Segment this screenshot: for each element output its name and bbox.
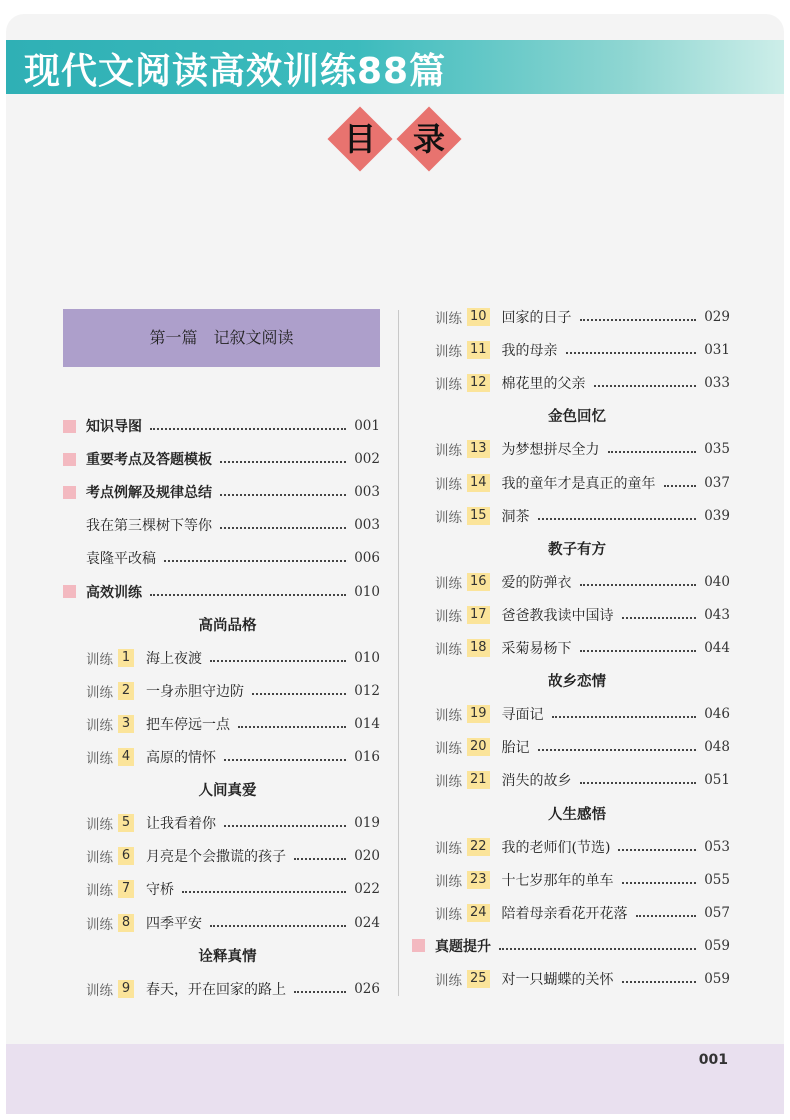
toc-entry-training[interactable] (86, 878, 380, 900)
toc-entry-title: 高效训练 (86, 584, 142, 601)
leader-dots (150, 594, 346, 596)
leader-dots (594, 385, 697, 387)
toc-entry-training[interactable] (86, 680, 380, 702)
leader-dots (164, 560, 346, 562)
section-header: 第一篇 记叙文阅读 (63, 309, 380, 367)
toc-page-number: 010 (354, 583, 380, 600)
training-number-badge: 17 (467, 606, 490, 624)
toc-subheading: 教子有方 (548, 541, 606, 558)
toc-entry-training[interactable] (435, 703, 730, 725)
training-prefix: 训练 (86, 982, 113, 999)
training-number-badge: 8 (118, 914, 134, 932)
leader-dots (499, 948, 696, 950)
toc-page-number: 059 (704, 971, 730, 987)
toc-entry-title: 知识导图 (86, 419, 142, 435)
leader-dots (664, 485, 697, 487)
toc-entry-training[interactable] (435, 736, 730, 758)
bullet-square-icon (63, 585, 76, 598)
toc-entry-main[interactable] (63, 581, 380, 603)
training-prefix: 训练 (435, 973, 462, 989)
toc-entry-training[interactable] (435, 339, 730, 361)
training-prefix: 训练 (435, 311, 462, 327)
toc-entry-title: 四季平安 (146, 915, 202, 932)
training-prefix: 训练 (435, 509, 462, 526)
toc-page-number: 053 (704, 838, 730, 855)
training-prefix: 训练 (435, 575, 462, 592)
training-number-badge: 16 (467, 573, 490, 591)
toc-entry-training[interactable] (435, 571, 730, 593)
toc-subheading: 金色回忆 (548, 409, 606, 426)
training-prefix: 训练 (86, 850, 113, 867)
toc-entry-title: 月亮是个会撒谎的孩子 (146, 849, 286, 866)
toc-entry-title: 为梦想拼尽全力 (501, 442, 600, 459)
leader-dots (622, 617, 697, 619)
toc-page-number: 039 (704, 507, 730, 524)
toc-page-number: 044 (704, 640, 730, 656)
bullet-square-icon (63, 420, 76, 433)
training-prefix: 训练 (435, 741, 462, 758)
training-number-badge: 22 (467, 838, 490, 856)
toc-page-number: 035 (704, 441, 730, 458)
leader-dots (220, 527, 346, 529)
training-number-badge: 11 (467, 341, 490, 359)
leader-dots (538, 518, 697, 520)
toc-entry-title: 陪着母亲看花开花落 (501, 905, 628, 922)
toc-entry-title: 春天，开在回家的路上 (146, 981, 286, 998)
leader-dots (220, 461, 346, 463)
toc-entry-training[interactable] (435, 472, 730, 494)
toc-entry-title: 十七岁那年的单车 (501, 872, 614, 889)
toc-entry-title: 让我看着你 (146, 816, 216, 833)
toc-page-number: 048 (704, 739, 730, 756)
toc-entry-training[interactable] (86, 746, 380, 768)
toc-page-number: 022 (354, 881, 380, 898)
toc-entry-training[interactable] (86, 978, 380, 1000)
toc-entry-title: 寻面记 (501, 707, 544, 724)
page-number: 001 (698, 1052, 728, 1068)
toc-entry-training[interactable] (435, 836, 730, 858)
toc-entry-training[interactable] (435, 306, 730, 328)
training-prefix: 训练 (435, 774, 462, 791)
training-number-badge: 9 (118, 980, 134, 998)
leader-dots (252, 693, 346, 695)
training-prefix: 训练 (86, 717, 113, 734)
training-prefix: 训练 (435, 840, 462, 857)
toc-entry-training[interactable] (86, 812, 380, 834)
toc-page-number: 003 (354, 517, 380, 534)
toc-page-number: 055 (704, 871, 730, 888)
toc-entry-main[interactable] (63, 481, 380, 503)
toc-entry[interactable] (86, 547, 380, 569)
leader-dots (552, 716, 697, 718)
training-number-badge: 21 (467, 771, 490, 789)
toc-entry-training[interactable] (435, 637, 730, 659)
leader-dots (580, 584, 697, 586)
toc-entry-training[interactable] (435, 372, 730, 394)
leader-dots (622, 981, 697, 983)
toc-entry-title: 守桥 (146, 882, 174, 899)
leader-dots (224, 825, 346, 827)
leader-dots (182, 891, 346, 893)
training-prefix: 训练 (86, 817, 113, 834)
leader-dots (538, 749, 697, 751)
training-number-badge: 25 (467, 970, 490, 988)
leader-dots (294, 858, 346, 860)
toc-entry-title: 袁隆平改稿 (86, 551, 156, 568)
toc-subheading: 故乡恋情 (548, 674, 606, 691)
bullet-square-icon (412, 939, 425, 952)
toc-page-number: 057 (704, 904, 730, 921)
toc-entry-training[interactable] (435, 505, 730, 527)
toc-entry-training[interactable] (435, 968, 730, 990)
toc-entry-training[interactable] (86, 713, 380, 735)
toc-entry-title: 把车停远一点 (146, 716, 230, 733)
toc-entry-title: 回家的日子 (501, 310, 572, 326)
training-prefix: 训练 (435, 906, 462, 923)
training-prefix: 训练 (86, 751, 113, 767)
toc-page-number: 006 (354, 550, 380, 567)
training-number-badge: 20 (467, 738, 490, 756)
toc-entry-title: 洞茶 (501, 508, 530, 525)
training-prefix: 训练 (435, 708, 462, 725)
toc-entry-training[interactable] (435, 438, 730, 460)
training-prefix: 训练 (435, 443, 462, 460)
toc-entry-title: 我的老师们(节选) (501, 839, 611, 856)
toc-entry-title: 一身赤胆守边防 (146, 683, 244, 700)
toc-entry-title: 消失的故乡 (501, 773, 572, 790)
toc-subheading: 人生感悟 (548, 806, 606, 823)
leader-dots (622, 882, 697, 884)
toc-entry-title: 胎记 (501, 740, 530, 757)
toc-entry-title: 爸爸教我读中国诗 (501, 607, 614, 624)
toc-entry-title: 棉花里的父亲 (501, 376, 586, 393)
leader-dots (580, 650, 697, 652)
bullet-square-icon (63, 486, 76, 499)
toc-entry-training[interactable] (86, 912, 380, 934)
training-number-badge: 24 (467, 904, 490, 922)
training-prefix: 训练 (86, 651, 113, 668)
toc-entry-title: 高原的情怀 (146, 750, 216, 766)
book-title: 现代文阅读高效训练88篇 (24, 51, 447, 92)
toc-entry-training[interactable] (435, 604, 730, 626)
training-number-badge: 3 (118, 715, 134, 733)
leader-dots (210, 925, 346, 927)
toc-entry-title: 真题提升 (435, 938, 491, 955)
toc-title-char-2: 录 (412, 120, 445, 158)
toc-entry-title: 我的童年才是真正的童年 (501, 475, 656, 492)
column-divider (398, 310, 399, 996)
training-prefix: 训练 (435, 608, 462, 625)
toc-title-char-1: 目 (343, 120, 376, 158)
toc-entry-title: 重要考点及答题模板 (86, 452, 212, 469)
leader-dots (238, 726, 346, 728)
toc-entry-training[interactable] (435, 902, 730, 924)
toc-entry-title: 采菊易杨下 (501, 641, 572, 657)
leader-dots (294, 991, 346, 993)
training-number-badge: 13 (467, 440, 490, 458)
bullet-square-icon (63, 453, 76, 466)
toc-entry-training[interactable] (86, 845, 380, 867)
toc-entry-main[interactable] (63, 448, 380, 470)
leader-dots (150, 428, 346, 430)
toc-page-number: 020 (354, 848, 380, 865)
toc-page-number: 001 (354, 418, 380, 434)
leader-dots (220, 494, 346, 496)
toc-entry-training[interactable] (435, 769, 730, 791)
training-prefix: 训练 (435, 377, 462, 394)
toc-entry-title: 我在第三棵树下等你 (86, 518, 212, 535)
training-number-badge: 12 (467, 374, 490, 392)
training-number-badge: 7 (118, 880, 134, 898)
training-prefix: 训练 (435, 344, 462, 361)
training-prefix: 训练 (86, 916, 113, 933)
toc-entry-title: 我的母亲 (501, 343, 558, 360)
toc-page-number: 024 (354, 914, 380, 931)
toc-page-number: 046 (704, 706, 730, 723)
training-prefix: 训练 (86, 883, 113, 900)
toc-entry-title: 爱的防弹衣 (501, 574, 572, 591)
training-number-badge: 6 (118, 847, 134, 865)
toc-subheading: 高尚品格 (198, 617, 257, 634)
leader-dots (580, 782, 697, 784)
toc-page-number: 002 (354, 451, 380, 468)
leader-dots (636, 915, 697, 917)
toc-page-number: 051 (704, 772, 730, 789)
toc-entry[interactable] (86, 514, 380, 536)
book-page (6, 14, 784, 1114)
toc-page-number: 012 (354, 682, 380, 699)
training-number-badge: 19 (467, 705, 490, 723)
toc-entry-title: 考点例解及规律总结 (86, 485, 212, 502)
training-number-badge: 14 (467, 474, 490, 492)
training-prefix: 训练 (435, 873, 462, 890)
training-number-badge: 2 (118, 682, 134, 700)
training-number-badge: 23 (467, 871, 490, 889)
toc-page-number: 037 (704, 474, 730, 491)
toc-subheading: 人间真爱 (198, 783, 257, 800)
leader-dots (618, 849, 696, 851)
toc-entry-title: 海上夜渡 (146, 650, 202, 667)
toc-subheading: 诠释真情 (198, 948, 257, 965)
leader-dots (580, 319, 697, 321)
training-number-badge: 18 (467, 639, 490, 657)
toc-entry-main[interactable] (412, 935, 730, 957)
toc-page-number: 031 (704, 342, 730, 359)
page-footer (6, 1044, 784, 1114)
toc-page-number: 019 (354, 815, 380, 832)
training-number-badge: 15 (467, 507, 490, 525)
leader-dots (608, 451, 697, 453)
training-number-badge: 1 (118, 649, 134, 667)
training-number-badge: 4 (118, 748, 134, 766)
title-banner (6, 40, 784, 94)
training-number-badge: 5 (118, 814, 134, 832)
toc-entry-main[interactable] (63, 415, 380, 437)
toc-entry-training[interactable] (86, 647, 380, 669)
toc-page-number: 016 (354, 749, 380, 765)
toc-page-number: 026 (354, 980, 380, 997)
toc-page-number: 043 (704, 606, 730, 623)
toc-page-number: 029 (704, 309, 730, 325)
training-number-badge: 10 (467, 308, 490, 326)
toc-page-number: 014 (354, 715, 380, 732)
toc-page-number: 059 (704, 937, 730, 954)
training-prefix: 训练 (86, 684, 113, 701)
training-prefix: 训练 (435, 476, 462, 493)
training-prefix: 训练 (435, 642, 462, 658)
leader-dots (210, 660, 346, 662)
leader-dots (566, 352, 697, 354)
leader-dots (224, 759, 346, 761)
toc-entry-training[interactable] (435, 869, 730, 891)
toc-page-number: 033 (704, 375, 730, 392)
toc-page-number: 040 (704, 573, 730, 590)
toc-page-number: 003 (354, 484, 380, 501)
toc-page-number: 010 (354, 649, 380, 666)
toc-entry-title: 对一只蝴蝶的关怀 (501, 972, 614, 988)
